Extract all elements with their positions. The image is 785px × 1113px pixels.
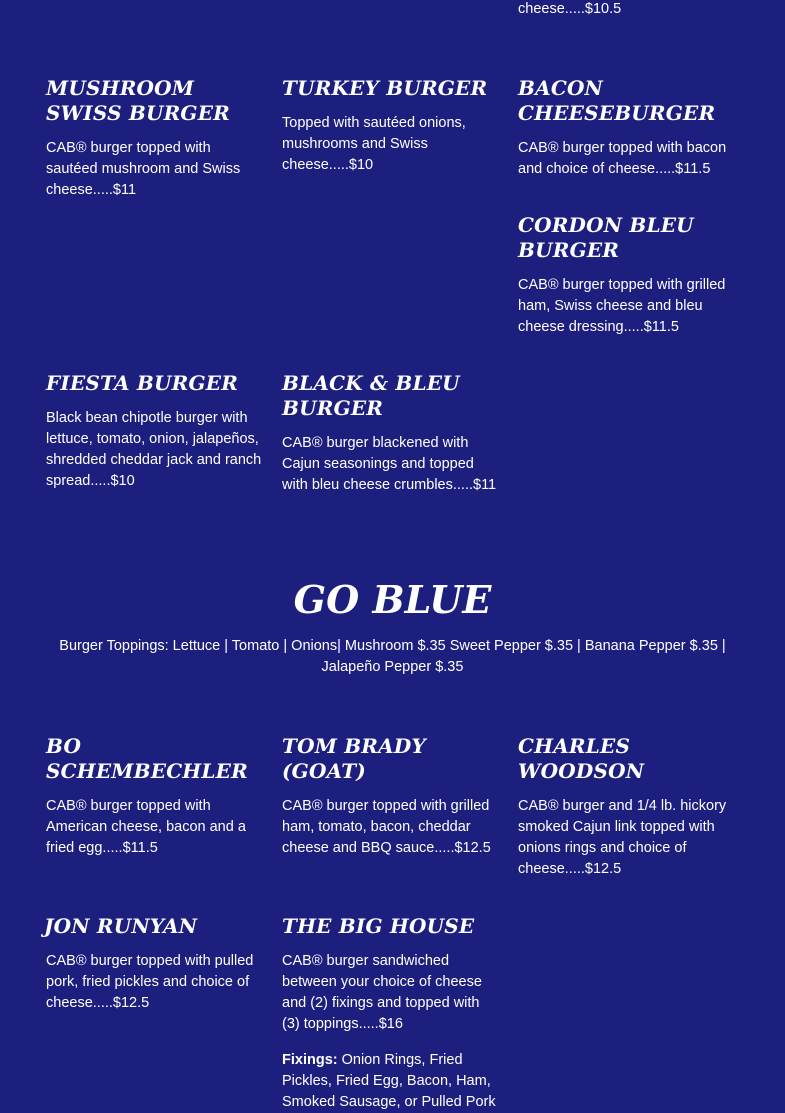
- menu-item-title: TURKEY BURGER: [282, 76, 488, 100]
- menu-item-description: CAB® burger topped with grilled ham, tomato, bacon, cheddar cheese and BBQ sauce.....$12.5: [282, 798, 491, 856]
- menu-item-bo-schembechler: [46, 734, 264, 859]
- menu-item-charles-woodson: [518, 734, 736, 880]
- menu-item-fiesta-burger: [46, 371, 264, 492]
- menu-item-description: CAB® burger topped with American cheese, bacon and a fried egg.....$11.5: [46, 798, 246, 856]
- menu-item-bacon-cheeseburger: [518, 76, 736, 180]
- menu-item-title: TOM BRADY (GOAT): [282, 734, 426, 783]
- section-title: GO BLUE: [293, 577, 492, 622]
- menu-item-turkey-burger: [282, 76, 500, 176]
- menu-item-title: JON RUNYAN: [44, 914, 198, 938]
- fixings-note: [282, 1050, 500, 1113]
- menu-item-title: MUSHROOM SWISS BURGER: [46, 76, 230, 125]
- menu-item-description: Black bean chipotle burger with lettuce, tomato, onion, jalapeños, shredded cheddar jack and ranch spread.....$10: [46, 410, 262, 489]
- previous-item-description-tail: cheese.....$10.5: [518, 1, 622, 17]
- menu-item-description: CAB® burger and 1/4 lb. hickory smoked Cajun link topped with onions rings and choice of cheese.....$12.5: [518, 798, 727, 877]
- menu-item-description: CAB® burger topped with grilled ham, Swiss cheese and bleu cheese dressing.....$11.5: [518, 277, 726, 335]
- menu-item-description: CAB® burger topped with pulled pork, fried pickles and choice of cheese.....$12.5: [46, 953, 254, 1011]
- menu-item-jon-runyan: [44, 914, 262, 1014]
- menu-item-tom-brady: [282, 734, 500, 859]
- menu-item-mushroom-swiss-burger: [46, 76, 264, 201]
- menu-item-title: BO SCHEMBECHLER: [46, 734, 248, 783]
- fixings-list: Onion Rings, Fried Pickles, Fried Egg, Bacon, Ham, Smoked Sausage, or Pulled Pork: [282, 1052, 496, 1110]
- menu-item-description: CAB® burger blackened with Cajun seasonings and topped with bleu cheese crumbles.....$11: [282, 435, 497, 493]
- burger-toppings-note: Burger Toppings: Lettuce | Tomato | Onions| Mushroom $.35 Sweet Pepper $.35 | Banana Pepper $.35 | Jalapeño Pepper $.35: [59, 638, 726, 675]
- fixings-label: Fixings:: [282, 1052, 338, 1068]
- menu-item-black-bleu-burger: [282, 371, 500, 496]
- menu-item-description: Topped with sautéed onions, mushrooms and Swiss cheese.....$10: [282, 115, 466, 173]
- menu-item-description: CAB® burger sandwiched between your choice of cheese and (2) fixings and topped with (3) toppings.....$16: [282, 953, 482, 1032]
- menu-item-title: BLACK & BLEU BURGER: [282, 371, 460, 420]
- menu-item-description: CAB® burger topped with sautéed mushroom and Swiss cheese.....$11: [46, 140, 241, 198]
- menu-item-cordon-bleu-burger: [518, 213, 736, 338]
- menu-item-description: CAB® burger topped with bacon and choice of cheese.....$11.5: [518, 140, 727, 177]
- menu-item-title: CORDON BLEU BURGER: [518, 213, 694, 262]
- menu-item-title: BACON CHEESEBURGER: [518, 76, 716, 125]
- menu-item-title: THE BIG HOUSE: [282, 914, 475, 938]
- menu-item-the-big-house: [282, 914, 500, 1113]
- menu-item-title: FIESTA BURGER: [46, 371, 239, 395]
- menu-item-title: CHARLES WOODSON: [518, 734, 645, 783]
